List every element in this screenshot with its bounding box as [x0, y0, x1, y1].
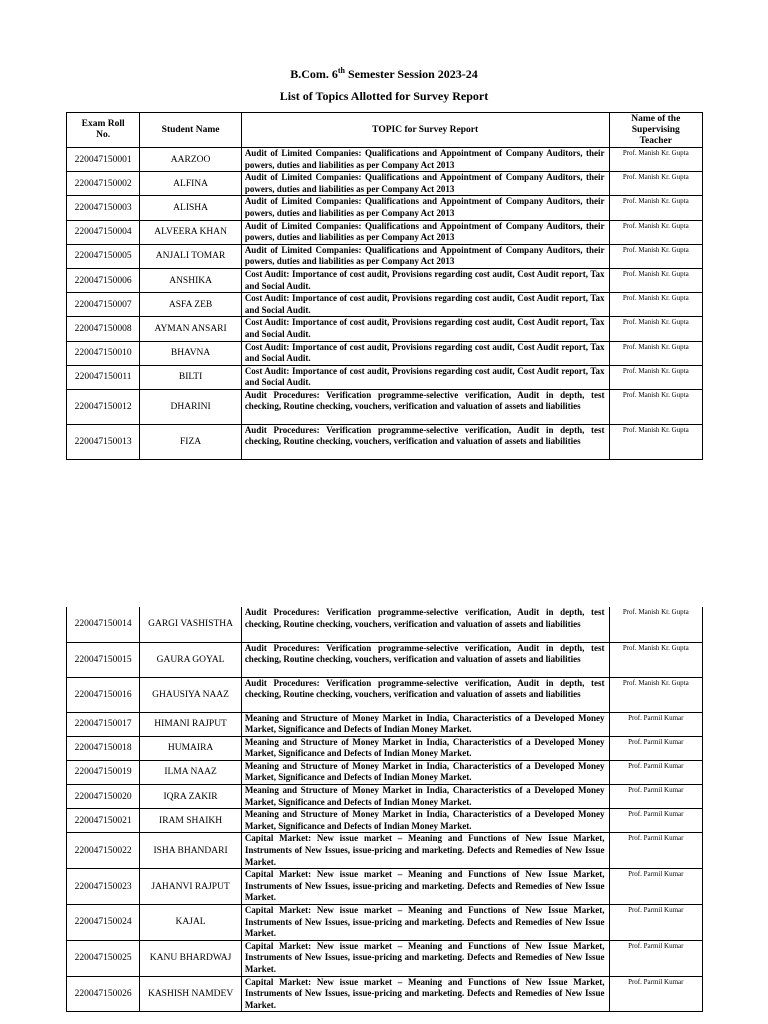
- table-row: [67, 293, 703, 317]
- topic-cell: Cost Audit: Importance of cost audit, Provisions regarding cost audit, Cost Audit report, Tax and Social Audit.: [241, 365, 609, 389]
- teacher-cell: Prof. Manish Kr. Gupta: [609, 196, 702, 220]
- student-name-cell: IRAM SHAIKH: [140, 809, 241, 833]
- topics-table-page-2: [66, 607, 703, 1012]
- table-row: [67, 424, 703, 459]
- table-row: [67, 172, 703, 196]
- student-name-cell: ANJALI TOMAR: [140, 244, 241, 268]
- teacher-cell: Prof. Parmil Kumar: [609, 833, 702, 869]
- topic-cell: Audit Procedures: Verification programme-selective verification, Audit in depth, test checking, Routine checking, vouchers, verification and valuation of assets and liabilities: [241, 424, 609, 459]
- title-superscript: th: [337, 66, 345, 75]
- student-name-cell: BHAVNA: [140, 341, 241, 365]
- topic-cell: Audit of Limited Companies: Qualifications and Appointment of Company Auditors, their powers, duties and liabilities as per Company Act 2013: [241, 172, 609, 196]
- exam-roll-cell: 220047150001: [67, 148, 140, 172]
- student-name-cell: ASFA ZEB: [140, 293, 241, 317]
- exam-roll-cell: 220047150002: [67, 172, 140, 196]
- student-name-cell: HUMAIRA: [140, 736, 241, 760]
- student-name-cell: BILTI: [140, 365, 241, 389]
- table-row: [67, 244, 703, 268]
- exam-roll-cell: 220047150012: [67, 389, 140, 424]
- table-row: [67, 785, 703, 809]
- student-name-cell: GAURA GOYAL: [140, 642, 241, 677]
- table-row: [67, 642, 703, 677]
- student-name-cell: KAJAL: [140, 905, 241, 941]
- topic-cell: Meaning and Structure of Money Market in India, Characteristics of a Developed Money Market, Significance and Defects of Indian Money Market.: [241, 736, 609, 760]
- table-row: [67, 760, 703, 784]
- exam-roll-cell: 220047150011: [67, 365, 140, 389]
- exam-roll-cell: 220047150008: [67, 317, 140, 341]
- topic-cell: Audit Procedures: Verification programme-selective verification, Audit in depth, test checking, Routine checking, vouchers, verification and valuation of assets and liabilities: [241, 607, 609, 642]
- teacher-cell: Prof. Manish Kr. Gupta: [609, 365, 702, 389]
- teacher-cell: Prof. Manish Kr. Gupta: [609, 293, 702, 317]
- student-name-cell: AARZOO: [140, 148, 241, 172]
- student-name-cell: ALVEERA KHAN: [140, 220, 241, 244]
- table-row: [67, 389, 703, 424]
- teacher-cell: Prof. Manish Kr. Gupta: [609, 642, 702, 677]
- title-prefix: B.Com. 6: [290, 67, 338, 81]
- table-row: [67, 220, 703, 244]
- teacher-cell: Prof. Parmil Kumar: [609, 736, 702, 760]
- student-name-cell: FIZA: [140, 424, 241, 459]
- student-name-cell: AYMAN ANSARI: [140, 317, 241, 341]
- topic-cell: Meaning and Structure of Money Market in India, Characteristics of a Developed Money Market, Significance and Defects of Indian Money Market.: [241, 785, 609, 809]
- student-name-cell: DHARINI: [140, 389, 241, 424]
- topic-cell: Audit of Limited Companies: Qualifications and Appointment of Company Auditors, their powers, duties and liabilities as per Company Act 2013: [241, 220, 609, 244]
- student-name-cell: KANU BHARDWAJ: [140, 940, 241, 976]
- teacher-cell: Prof. Manish Kr. Gupta: [609, 148, 702, 172]
- teacher-cell: Prof. Parmil Kumar: [609, 869, 702, 905]
- title-suffix: Semester Session 2023-24: [345, 67, 478, 81]
- exam-roll-cell: 220047150003: [67, 196, 140, 220]
- table-row: [67, 268, 703, 292]
- table-row: [67, 677, 703, 712]
- table-row: [67, 317, 703, 341]
- topic-cell: Cost Audit: Importance of cost audit, Provisions regarding cost audit, Cost Audit report, Tax and Social Audit.: [241, 341, 609, 365]
- topic-cell: Audit Procedures: Verification programme-selective verification, Audit in depth, test checking, Routine checking, vouchers, verification and valuation of assets and liabilities: [241, 642, 609, 677]
- table-row: [67, 940, 703, 976]
- student-name-cell: IQRA ZAKIR: [140, 785, 241, 809]
- table-row: [67, 196, 703, 220]
- student-name-cell: KASHISH NAMDEV: [140, 976, 241, 1012]
- topic-cell: Audit of Limited Companies: Qualifications and Appointment of Company Auditors, their powers, duties and liabilities as per Company Act 2013: [241, 196, 609, 220]
- student-name-cell: ISHA BHANDARI: [140, 833, 241, 869]
- teacher-cell: Prof. Parmil Kumar: [609, 712, 702, 736]
- teacher-cell: Prof. Manish Kr. Gupta: [609, 244, 702, 268]
- teacher-cell: Prof. Manish Kr. Gupta: [609, 317, 702, 341]
- exam-roll-cell: 220047150020: [67, 785, 140, 809]
- table-body-page-1: [67, 148, 703, 460]
- table-row: [67, 809, 703, 833]
- exam-roll-cell: 220047150024: [67, 905, 140, 941]
- exam-roll-cell: 220047150010: [67, 341, 140, 365]
- teacher-cell: Prof. Manish Kr. Gupta: [609, 268, 702, 292]
- topic-cell: Capital Market: New issue market – Meaning and Functions of New Issue Market, Instruments of New Issues, issue-pricing and marketing. Defects and Remedies of New Issue Market.: [241, 905, 609, 941]
- topic-cell: Meaning and Structure of Money Market in India, Characteristics of a Developed Money Market, Significance and Defects of Indian Money Market.: [241, 760, 609, 784]
- table-row: [67, 976, 703, 1012]
- exam-roll-cell: 220047150007: [67, 293, 140, 317]
- header-teacher: Name of the Supervising Teacher: [609, 113, 702, 148]
- teacher-cell: Prof. Parmil Kumar: [609, 809, 702, 833]
- topic-cell: Audit Procedures: Verification programme-selective verification, Audit in depth, test checking, Routine checking, vouchers, verification and valuation of assets and liabilities: [241, 677, 609, 712]
- student-name-cell: JAHANVI RAJPUT: [140, 869, 241, 905]
- exam-roll-cell: 220047150018: [67, 736, 140, 760]
- topic-cell: Capital Market: New issue market – Meaning and Functions of New Issue Market, Instruments of New Issues, issue-pricing and marketing. Defects and Remedies of New Issue Market.: [241, 940, 609, 976]
- teacher-cell: Prof. Parmil Kumar: [609, 976, 702, 1012]
- teacher-cell: Prof. Manish Kr. Gupta: [609, 607, 702, 642]
- document-subtitle: List of Topics Allotted for Survey Report: [279, 89, 489, 103]
- topic-cell: Cost Audit: Importance of cost audit, Provisions regarding cost audit, Cost Audit report, Tax and Social Audit.: [241, 268, 609, 292]
- table-header-row: [67, 113, 703, 148]
- table-row: [67, 607, 703, 642]
- exam-roll-cell: 220047150006: [67, 268, 140, 292]
- topic-cell: Audit Procedures: Verification programme-selective verification, Audit in depth, test checking, Routine checking, vouchers, verification and valuation of assets and liabilities: [241, 389, 609, 424]
- exam-roll-cell: 220047150016: [67, 677, 140, 712]
- teacher-cell: Prof. Parmil Kumar: [609, 940, 702, 976]
- student-name-cell: ILMA NAAZ: [140, 760, 241, 784]
- exam-roll-cell: 220047150026: [67, 976, 140, 1012]
- topics-table-page-1: [66, 112, 703, 460]
- exam-roll-cell: 220047150025: [67, 940, 140, 976]
- header-topic: TOPIC for Survey Report: [241, 113, 609, 148]
- topic-cell: Cost Audit: Importance of cost audit, Provisions regarding cost audit, Cost Audit report, Tax and Social Audit.: [241, 293, 609, 317]
- student-name-cell: ANSHIKA: [140, 268, 241, 292]
- table-row: [67, 869, 703, 905]
- teacher-cell: Prof. Manish Kr. Gupta: [609, 341, 702, 365]
- student-name-cell: GARGI VASHISTHA: [140, 607, 241, 642]
- teacher-cell: Prof. Manish Kr. Gupta: [609, 220, 702, 244]
- topic-cell: Cost Audit: Importance of cost audit, Provisions regarding cost audit, Cost Audit report, Tax and Social Audit.: [241, 317, 609, 341]
- table-row: [67, 365, 703, 389]
- exam-roll-cell: 220047150019: [67, 760, 140, 784]
- exam-roll-cell: 220047150015: [67, 642, 140, 677]
- teacher-cell: Prof. Manish Kr. Gupta: [609, 424, 702, 459]
- table-row: [67, 341, 703, 365]
- teacher-cell: Prof. Manish Kr. Gupta: [609, 677, 702, 712]
- teacher-cell: Prof. Manish Kr. Gupta: [609, 172, 702, 196]
- topic-cell: Capital Market: New issue market – Meaning and Functions of New Issue Market, Instruments of New Issues, issue-pricing and marketing. Defects and Remedies of New Issue Market.: [241, 833, 609, 869]
- teacher-cell: Prof. Parmil Kumar: [609, 785, 702, 809]
- teacher-cell: Prof. Parmil Kumar: [609, 905, 702, 941]
- table-row: [67, 148, 703, 172]
- student-name-cell: ALISHA: [140, 196, 241, 220]
- student-name-cell: ALFINA: [140, 172, 241, 196]
- topic-cell: Audit of Limited Companies: Qualifications and Appointment of Company Auditors, their powers, duties and liabilities as per Company Act 2013: [241, 244, 609, 268]
- table-body-page-2: [67, 607, 703, 1012]
- exam-roll-cell: 220047150014: [67, 607, 140, 642]
- exam-roll-cell: 220047150004: [67, 220, 140, 244]
- table-row: [67, 833, 703, 869]
- exam-roll-cell: 220047150017: [67, 712, 140, 736]
- topic-cell: Meaning and Structure of Money Market in India, Characteristics of a Developed Money Market, Significance and Defects of Indian Money Market.: [241, 712, 609, 736]
- exam-roll-cell: 220047150023: [67, 869, 140, 905]
- exam-roll-cell: 220047150022: [67, 833, 140, 869]
- exam-roll-cell: 220047150005: [67, 244, 140, 268]
- header-student-name: Student Name: [140, 113, 241, 148]
- exam-roll-cell: 220047150021: [67, 809, 140, 833]
- topic-cell: Audit of Limited Companies: Qualifications and Appointment of Company Auditors, their powers, duties and liabilities as per Company Act 2013: [241, 148, 609, 172]
- table-row: [67, 905, 703, 941]
- topic-cell: Capital Market: New issue market – Meaning and Functions of New Issue Market, Instruments of New Issues, issue-pricing and marketing. Defects and Remedies of New Issue Market.: [241, 869, 609, 905]
- topic-cell: Capital Market: New issue market – Meaning and Functions of New Issue Market, Instruments of New Issues, issue-pricing and marketing. Defects and Remedies of New Issue Market.: [241, 976, 609, 1012]
- header-exam-roll: Exam Roll No.: [67, 113, 140, 148]
- table-row: [67, 712, 703, 736]
- student-name-cell: HIMANI RAJPUT: [140, 712, 241, 736]
- teacher-cell: Prof. Parmil Kumar: [609, 760, 702, 784]
- topic-cell: Meaning and Structure of Money Market in India, Characteristics of a Developed Money Market, Significance and Defects of Indian Money Market.: [241, 809, 609, 833]
- teacher-cell: Prof. Manish Kr. Gupta: [609, 389, 702, 424]
- table-row: [67, 736, 703, 760]
- student-name-cell: GHAUSIYA NAAZ: [140, 677, 241, 712]
- document-title: [0, 66, 768, 82]
- exam-roll-cell: 220047150013: [67, 424, 140, 459]
